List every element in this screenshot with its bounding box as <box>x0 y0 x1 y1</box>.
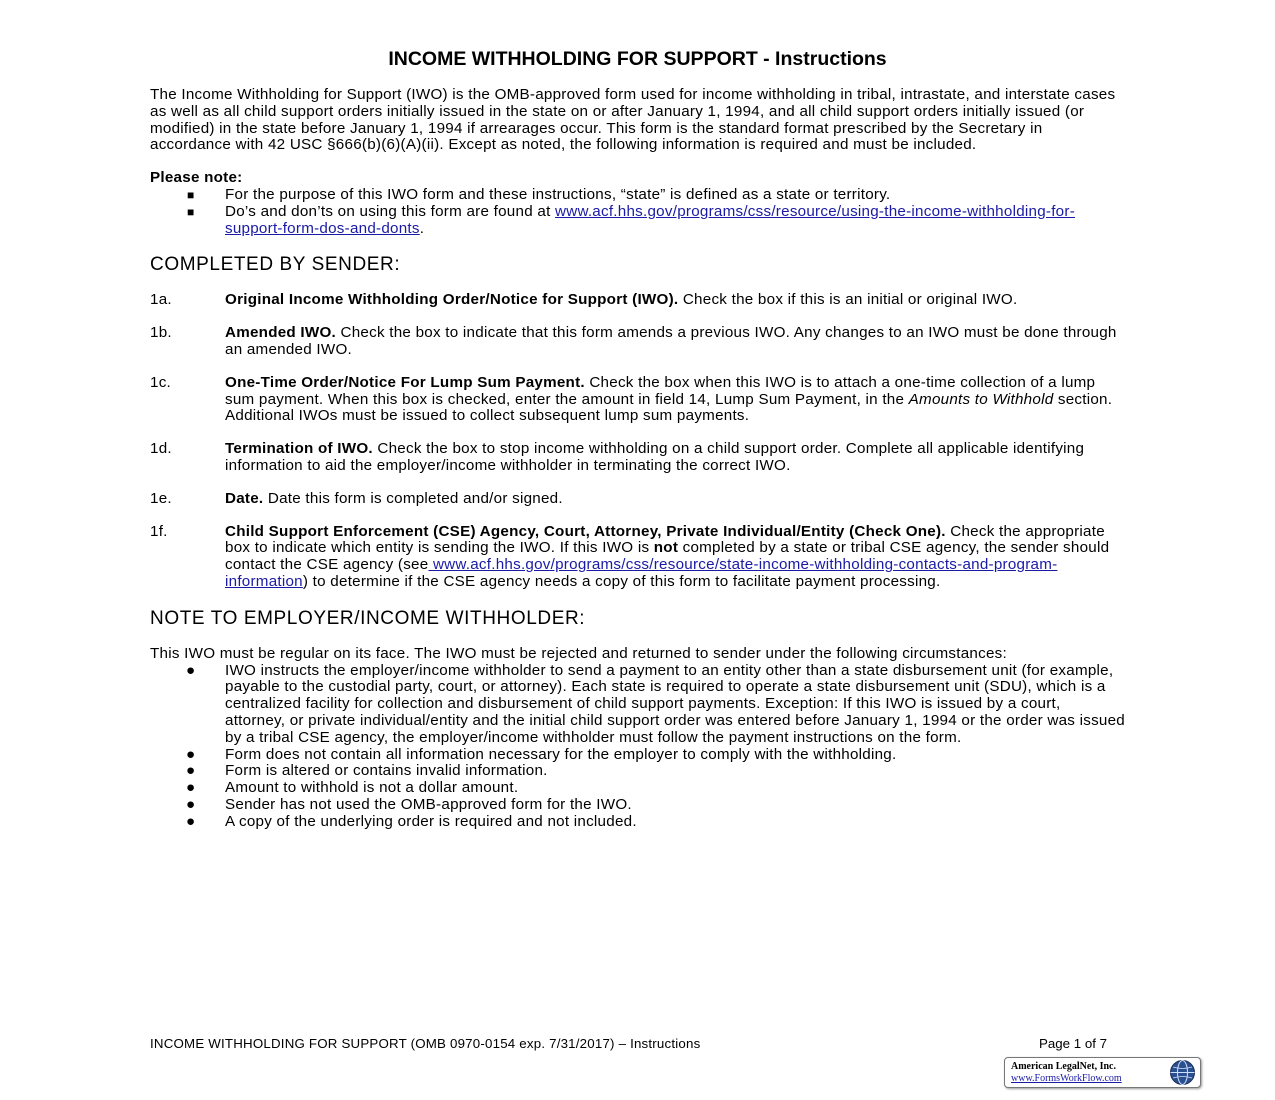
item-number: 1f. <box>150 522 168 540</box>
employer-lead-paragraph: This IWO must be regular on its face. The IWO must be rejected and returned to sender under the following circumstances: <box>150 644 1007 662</box>
list-item: ● A copy of the underlying order is required and not included. <box>186 812 637 830</box>
rejection-circumstances-list <box>150 663 1125 831</box>
item-number: 1a. <box>150 291 172 309</box>
instruction-item-1d: 1d. Termination of IWO. Check the box to stop income withholding on a child support order. Complete all applicable identifying information to aid the employer/income withholder in terminating the correct IWO. <box>150 440 1085 474</box>
employer-section-heading: NOTE TO EMPLOYER/INCOME WITHHOLDER: <box>150 607 586 629</box>
publisher-logo[interactable] <box>1004 1057 1201 1088</box>
item-number: 1b. <box>150 324 172 342</box>
bullet-icon: ● <box>186 779 196 797</box>
item-number: 1e. <box>150 489 172 507</box>
list-item: ● Sender has not used the OMB-approved form for the IWO. <box>186 795 632 813</box>
list-item: ● IWO instructs the employer/income withholder to send a payment to an entity other than a state disbursement unit (for example, payable to the custodial party, court, or attorney). Each state is required to operate a state disbursement unit (SDU), which is a centralized facility for collection and disbursement of child support payments. Exception: If this IWO is issued by a court, attorney, or private individual/entity and the initial child support order was entered before January 1, 1994 or the order was issued by a tribal CSE agency, the employer/income withholder must follow the payment instructions on the form. <box>186 661 1125 746</box>
instruction-item-1f: 1f. Child Support Enforcement (CSE) Agency, Court, Attorney, Private Individual/Entity (Check One). Check the appropriate box to indicate which entity is sending the IWO. If this IWO is not completed by a state or tribal CSE agency, the sender should contact the CSE agency (see www.acf.hhs.gov/programs/css/resource/state-income-withholding-contacts-and-program-information) to determine if the CSE agency needs a copy of this form to facilitate payment processing. <box>150 522 1110 590</box>
list-item: ■ For the purpose of this IWO form and these instructions, “state” is defined as a state or territory. <box>187 185 891 203</box>
footer-form-id: INCOME WITHHOLDING FOR SUPPORT (OMB 0970-0154 exp. 7/31/2017) – Instructions <box>150 1036 701 1051</box>
instruction-item-1b: 1b. Amended IWO. Check the box to indicate that this form amends a previous IWO. Any changes to an IWO must be done through an amended IWO. <box>150 324 1117 358</box>
list-item: ● Amount to withhold is not a dollar amount. <box>186 779 519 797</box>
logo-website-link[interactable]: www.FormsWorkFlow.com <box>1011 1073 1122 1084</box>
intro-paragraph: The Income Withholding for Support (IWO) is the OMB-approved form used for income withholding in tribal, intrastate, and interstate cases as well as all child support orders initially issued in the state on or after January 1, 1994, and all child support orders initially issued (or modified) in the state before January 1, 1994 if arrearages occur. This form is the standard format prescribed by the Secretary in accordance with 42 USC §666(b)(6)(A)(ii). Except as noted, the following information is required and must be included. <box>150 86 1116 154</box>
list-item: ● Form does not contain all information necessary for the employer to comply with the withholding. <box>186 745 897 763</box>
instruction-item-1e: 1e. Date. Date this form is completed and/or signed. <box>150 489 563 507</box>
item-number: 1c. <box>150 373 172 391</box>
bullet-icon: ● <box>186 762 196 780</box>
bullet-icon: ● <box>186 745 196 763</box>
document-page <box>150 48 1125 831</box>
bullet-icon: ● <box>186 795 196 813</box>
please-note-list <box>150 187 1125 237</box>
sender-section-heading: COMPLETED BY SENDER: <box>150 254 401 276</box>
logo-company-name: American LegalNet, Inc. <box>1011 1061 1116 1072</box>
instruction-item-1c: 1c. One-Time Order/Notice For Lump Sum Payment. Check the box when this IWO is to attach a one-time collection of a lump sum payment. When this box is checked, enter the amount in field 14, Lump Sum Payment, in the Amounts to Withhold section. Additional IWOs must be issued to collect subsequent lump sum payments. <box>150 373 1113 425</box>
square-bullet-icon: ■ <box>187 204 195 219</box>
page-title: INCOME WITHHOLDING FOR SUPPORT - Instructions <box>388 48 887 70</box>
cse-contacts-link[interactable]: www.acf.hhs.gov/programs/css/resource/state-income-withholding-contacts-and-program-information <box>225 556 1058 590</box>
square-bullet-icon: ■ <box>187 187 195 202</box>
bullet-icon: ● <box>186 661 196 679</box>
bullet-icon: ● <box>186 812 196 830</box>
dos-and-donts-link[interactable]: www.acf.hhs.gov/programs/css/resource/using-the-income-withholding-for-support-form-dos-and-donts <box>225 202 1075 237</box>
footer-page-number: Page 1 of 7 <box>1039 1036 1108 1051</box>
globe-icon <box>1169 1059 1196 1086</box>
list-item: ■ Do’s and don’ts on using this form are found at www.acf.hhs.gov/programs/css/resource/using-the-income-withholding-for-support-form-dos-and-donts. <box>187 202 1075 237</box>
please-note-heading: Please note: <box>150 169 243 187</box>
list-item: ● Form is altered or contains invalid information. <box>186 762 548 780</box>
item-number: 1d. <box>150 440 172 458</box>
instruction-item-1a: 1a. Original Income Withholding Order/Notice for Support (IWO). Check the box if this is an initial or original IWO. <box>150 291 1018 309</box>
